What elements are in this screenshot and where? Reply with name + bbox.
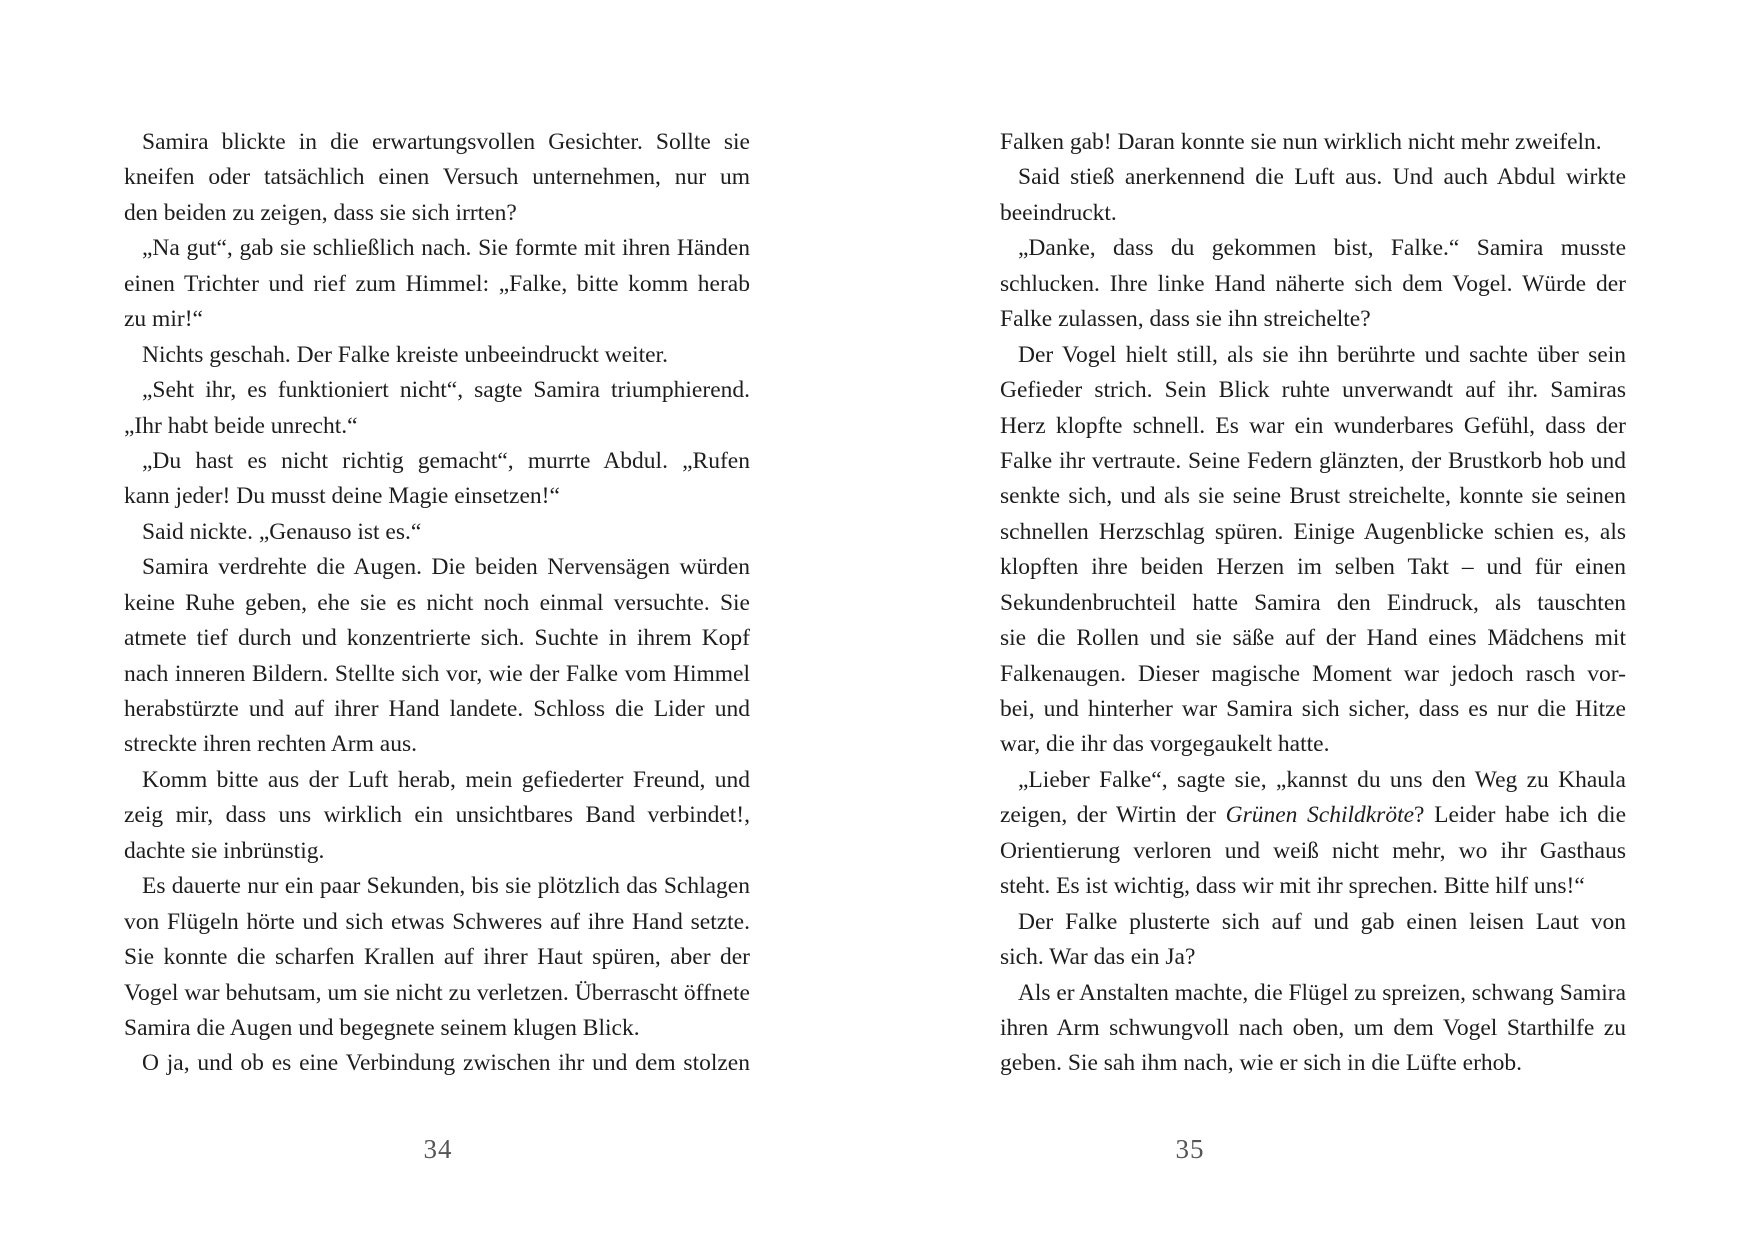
text-line: war, die ihr das vorgegaukelt hatte. bbox=[1000, 731, 1330, 758]
text-line: bei, und hinterher war Samira sich sicher, dass es nur die Hitze bbox=[1000, 696, 1626, 722]
text-line: Herz klopfte schnell. Es war ein wunderbares Gefühl, dass der bbox=[1000, 412, 1626, 439]
text-line: von Flügeln hörte und sich etwas Schweres auf ihre Hand setzte. bbox=[124, 908, 750, 935]
left-page-number: 34 bbox=[423, 1134, 453, 1164]
text-line: keine Ruhe geben, ehe sie es nicht noch einmal versuchte. Sie bbox=[124, 589, 750, 616]
text-line: kneifen oder tatsächlich einen Versuch unternehmen, nur um bbox=[124, 164, 750, 191]
text-line: Samira verdrehte die Augen. Die beiden Nervensägen würden bbox=[142, 554, 750, 581]
text-line: Samira die Augen und begegnete seinem klugen Blick. bbox=[124, 1014, 640, 1041]
text-line: Sie konnte die scharfen Krallen auf ihrer Haut spüren, aber der bbox=[124, 944, 750, 971]
text-line: Said nickte. „Genauso ist es.“ bbox=[142, 518, 422, 545]
text-line: Falken gab! Daran konnte sie nun wirklich nicht mehr zweifeln. bbox=[1000, 129, 1602, 155]
text-line: Orientierung verloren und weiß nicht mehr, wo ihr Gasthaus bbox=[1000, 837, 1626, 864]
text-line: kann jeder! Du musst deine Magie einsetzen!“ bbox=[124, 483, 560, 510]
text-line: Falke zulassen, dass sie ihn streichelte? bbox=[1000, 306, 1371, 333]
text-line: nach inneren Bildern. Stellte sich vor, wie der Falke vom Himmel bbox=[124, 660, 750, 687]
text-line: zeig mir, dass uns wirklich ein unsichtbares Band verbindet!, bbox=[124, 802, 750, 829]
text-line: O ja, und ob es eine Verbindung zwischen ihr und dem stolzen bbox=[142, 1050, 750, 1077]
text-line: Komm bitte aus der Luft herab, mein gefiederter Freund, und bbox=[142, 766, 750, 793]
text-line: schnellen Herzschlag spüren. Einige Augenblicke schien es, als bbox=[1000, 518, 1626, 545]
text-line: Der Falke plusterte sich auf und gab einen leisen Laut von bbox=[1018, 908, 1626, 935]
text-line: streckte ihren rechten Arm aus. bbox=[124, 731, 417, 758]
text-line: Falkenaugen. Dieser magische Moment war jedoch rasch vor- bbox=[1000, 660, 1626, 687]
text-line: „Danke, dass du gekommen bist, Falke.“ Samira musste bbox=[1018, 235, 1626, 262]
text-line: Said stieß anerkennend die Luft aus. Und auch Abdul wirkte bbox=[1018, 164, 1626, 191]
text-line: geben. Sie sah ihm nach, wie er sich in die Lüfte erhob. bbox=[1000, 1050, 1523, 1077]
text-line: einen Trichter und rief zum Himmel: „Falke, bitte komm herab bbox=[124, 270, 750, 297]
text-line: steht. Es ist wichtig, dass wir mit ihr sprechen. Bitte hilf uns!“ bbox=[1000, 873, 1585, 900]
text-line: Der Vogel hielt still, als sie ihn berührte und sachte über sein bbox=[1018, 341, 1626, 368]
text-line: beeindruckt. bbox=[1000, 199, 1117, 226]
right-page-text bbox=[1000, 125, 1626, 1082]
text-line: Gefieder strich. Sein Blick ruhte unverwandt auf ihr. Samiras bbox=[1000, 377, 1626, 404]
text-line: Falke ihr vertraute. Seine Federn glänzten, der Brustkorb hob und bbox=[1000, 447, 1626, 474]
italic-text-segment: Grünen Schildkröte bbox=[1225, 802, 1415, 829]
text-line: „Ihr habt beide unrecht.“ bbox=[124, 412, 358, 439]
text-line: atmete tief durch und konzentrierte sich. Suchte in ihrem Kopf bbox=[124, 625, 750, 652]
right-page-number: 35 bbox=[1175, 1134, 1205, 1164]
left-page-text bbox=[124, 125, 750, 1082]
text-line: herabstürzte und auf ihrer Hand landete. Schloss die Lider und bbox=[124, 696, 750, 722]
text-line: dachte sie inbrünstig. bbox=[124, 837, 325, 864]
text-line: klopften ihre beiden Herzen im selben Takt – und für einen bbox=[1000, 554, 1626, 581]
text-line: „Du hast es nicht richtig gemacht“, murrte Abdul. „Rufen bbox=[142, 447, 750, 474]
text-line: zu mir!“ bbox=[124, 306, 203, 333]
text-line: Es dauerte nur ein paar Sekunden, bis sie plötzlich das Schlagen bbox=[142, 873, 750, 900]
text-line: schlucken. Ihre linke Hand näherte sich dem Vogel. Würde der bbox=[1000, 270, 1626, 297]
text-line: Als er Anstalten machte, die Flügel zu spreizen, schwang Samira bbox=[1018, 979, 1626, 1006]
text-segment: zeigen, der Wirtin der bbox=[1000, 802, 1226, 829]
right-page bbox=[874, 0, 1748, 1240]
text-line: „Na gut“, gab sie schließlich nach. Sie formte mit ihren Händen bbox=[142, 235, 750, 262]
text-line: Sekundenbruchteil hatte Samira den Eindruck, als tauschten bbox=[1000, 589, 1626, 616]
text-line: „Seht ihr, es funktioniert nicht“, sagte Samira triumphierend. bbox=[142, 377, 750, 404]
text-line: „Lieber Falke“, sagte sie, „kannst du uns den Weg zu Khaula bbox=[1018, 766, 1626, 793]
text-line bbox=[1000, 798, 1626, 833]
text-line: Samira blickte in die erwartungsvollen Gesichter. Sollte sie bbox=[142, 129, 750, 155]
text-line: sich. War das ein Ja? bbox=[1000, 944, 1196, 971]
text-line: ihren Arm schwungvoll nach oben, um dem Vogel Starthilfe zu bbox=[1000, 1014, 1626, 1041]
text-line: Nichts geschah. Der Falke kreiste unbeeindruckt weiter. bbox=[142, 341, 668, 368]
text-line: Vogel war behutsam, um sie nicht zu verletzen. Überrascht öffnete bbox=[124, 979, 750, 1006]
text-line: sie die Rollen und sie säße auf der Hand eines Mädchens mit bbox=[1000, 625, 1626, 652]
text-line: den beiden zu zeigen, dass sie sich irrten? bbox=[124, 199, 517, 226]
text-segment: ? Leider habe ich die bbox=[1414, 802, 1627, 829]
text-line: senkte sich, und als sie seine Brust streichelte, konnte sie seinen bbox=[1000, 483, 1626, 510]
